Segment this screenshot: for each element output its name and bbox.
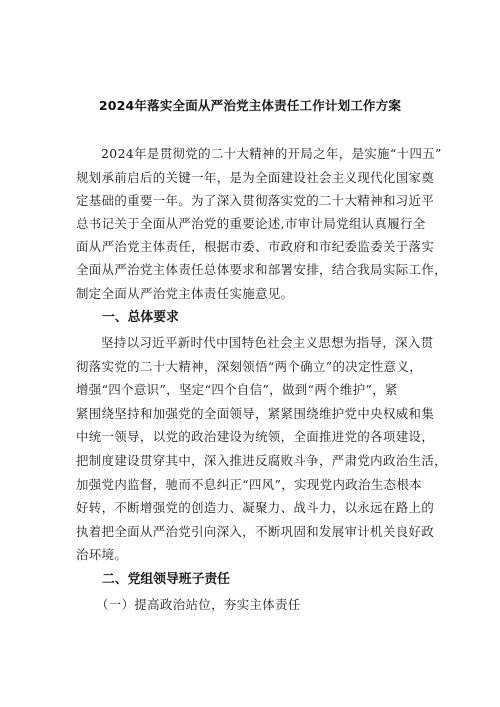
section-heading: 二、党组领导班子责任 xyxy=(102,572,230,587)
intro-line: 2024年是贯彻党的二十大精神的开局之年，是实施“十四五” xyxy=(101,146,442,161)
body-line: 治环境。 xyxy=(76,547,128,562)
section-heading: 一、总体要求 xyxy=(102,310,179,325)
intro-line: 定基础的重要一年。为了深入贯彻落实党的二十大精神和习近平 xyxy=(76,193,435,208)
intro-line: 规划承前启后的关键一年，是为全面建设社会主义现代化国家奠 xyxy=(76,170,435,185)
body-line: 紧围绕坚持和加强党的全面领导，紧紧围绕维护党中央权威和集 xyxy=(76,406,435,421)
intro-line: 全面从严治党主体责任总体要求和部署安排，结合我局实际工作， xyxy=(76,262,447,277)
body-line: 中统一领导，以党的政治建设为统领，全面推进党的各项建设， xyxy=(76,429,435,444)
body-line: 执着把全面从严治党引向深入，不断巩固和发展审计机关良好政 xyxy=(76,524,435,539)
body-line: 增强“四个意识”，坚定“四个自信”，做到“两个维护”，紧 xyxy=(76,382,398,397)
intro-line: 制定全面从严治党主体责任实施意见。 xyxy=(76,286,294,301)
intro-line: 面从严治党主体责任，根据市委、市政府和市纪委监委关于落实 xyxy=(76,239,435,254)
body-line: 彻落实党的二十大精神，深刻领悟“两个确立”的决定性意义， xyxy=(76,359,423,374)
body-line: 加强党内监督，驰而不息纠正“四风”，实现党内政治生态根本 xyxy=(76,477,423,492)
subsection-heading: （一）提高政治站位，夯实主体责任 xyxy=(96,597,301,612)
body-line: 把制度建设贯穿其中，深入推进反腐败斗争，严肃党内政治生活， xyxy=(76,453,447,468)
body-line: 好转，不断增强党的创造力、凝聚力、战斗力，以永远在路上的 xyxy=(76,500,435,515)
body-line: 坚持以习近平新时代中国特色社会主义思想为指导，深入贯 xyxy=(101,335,434,350)
intro-line: 总书记关于全面从严治党的重要论述,市审计局党组认真履行全 xyxy=(76,216,426,231)
document-title: 2024年落实全面从严治党主体责任工作计划工作方案 xyxy=(98,98,402,113)
